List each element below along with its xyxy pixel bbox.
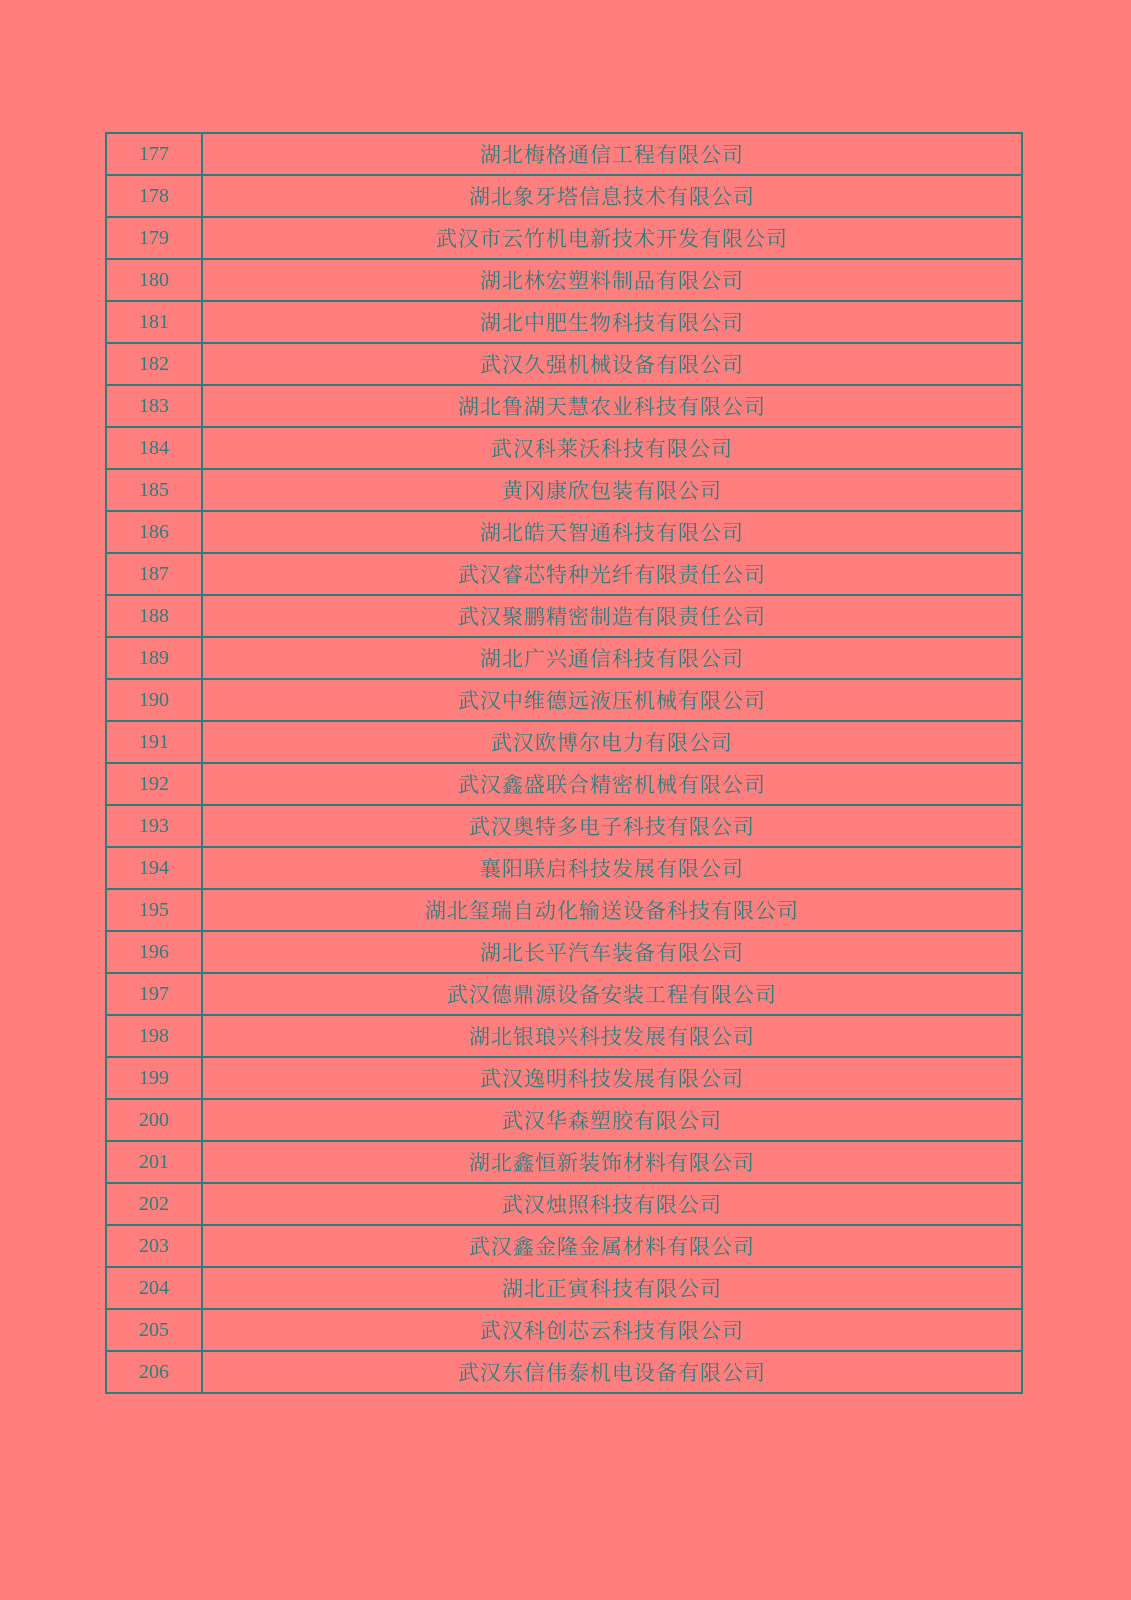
table-row: [106, 301, 1022, 343]
company-name-cell: 湖北长平汽车装备有限公司: [202, 931, 1022, 973]
company-name-cell: 湖北正寅科技有限公司: [202, 1267, 1022, 1309]
company-name-cell: 武汉德鼎源设备安装工程有限公司: [202, 973, 1022, 1015]
company-name-cell: 武汉鑫金隆金属材料有限公司: [202, 1225, 1022, 1267]
row-number-cell: 194: [106, 847, 202, 889]
row-number-cell: 181: [106, 301, 202, 343]
row-number-cell: 205: [106, 1309, 202, 1351]
row-number-cell: 198: [106, 1015, 202, 1057]
row-number-cell: 192: [106, 763, 202, 805]
company-name-cell: 武汉科莱沃科技有限公司: [202, 427, 1022, 469]
row-number-cell: 203: [106, 1225, 202, 1267]
company-name-cell: 武汉东信伟泰机电设备有限公司: [202, 1351, 1022, 1393]
table-body: [106, 133, 1022, 1393]
table-row: [106, 469, 1022, 511]
row-number-cell: 195: [106, 889, 202, 931]
company-name-cell: 武汉聚鹏精密制造有限责任公司: [202, 595, 1022, 637]
row-number-cell: 201: [106, 1141, 202, 1183]
table-row: [106, 889, 1022, 931]
table-row: [106, 1141, 1022, 1183]
table-row: [106, 427, 1022, 469]
row-number-cell: 193: [106, 805, 202, 847]
row-number-cell: 202: [106, 1183, 202, 1225]
table-row: [106, 721, 1022, 763]
company-name-cell: 武汉鑫盛联合精密机械有限公司: [202, 763, 1022, 805]
table-row: [106, 1099, 1022, 1141]
table-row: [106, 343, 1022, 385]
table-row: [106, 1183, 1022, 1225]
row-number-cell: 206: [106, 1351, 202, 1393]
table-row: [106, 847, 1022, 889]
company-name-cell: 湖北银琅兴科技发展有限公司: [202, 1015, 1022, 1057]
table-row: [106, 1351, 1022, 1393]
row-number-cell: 183: [106, 385, 202, 427]
table-row: [106, 1015, 1022, 1057]
company-name-cell: 湖北皓天智通科技有限公司: [202, 511, 1022, 553]
row-number-cell: 204: [106, 1267, 202, 1309]
table-row: [106, 679, 1022, 721]
row-number-cell: 185: [106, 469, 202, 511]
row-number-cell: 199: [106, 1057, 202, 1099]
row-number-cell: 190: [106, 679, 202, 721]
company-name-cell: 武汉华森塑胶有限公司: [202, 1099, 1022, 1141]
table-row: [106, 217, 1022, 259]
row-number-cell: 177: [106, 133, 202, 175]
company-name-cell: 湖北中肥生物科技有限公司: [202, 301, 1022, 343]
row-number-cell: 182: [106, 343, 202, 385]
table-row: [106, 595, 1022, 637]
company-name-cell: 湖北鲁湖天慧农业科技有限公司: [202, 385, 1022, 427]
table-row: [106, 973, 1022, 1015]
table-row: [106, 1057, 1022, 1099]
company-name-cell: 武汉烛照科技有限公司: [202, 1183, 1022, 1225]
table-row: [106, 1267, 1022, 1309]
row-number-cell: 197: [106, 973, 202, 1015]
row-number-cell: 187: [106, 553, 202, 595]
company-name-cell: 黄冈康欣包装有限公司: [202, 469, 1022, 511]
table-row: [106, 133, 1022, 175]
company-name-cell: 武汉久强机械设备有限公司: [202, 343, 1022, 385]
company-name-cell: 湖北玺瑞自动化输送设备科技有限公司: [202, 889, 1022, 931]
company-name-cell: 湖北鑫恒新装饰材料有限公司: [202, 1141, 1022, 1183]
row-number-cell: 200: [106, 1099, 202, 1141]
company-name-cell: 武汉逸明科技发展有限公司: [202, 1057, 1022, 1099]
row-number-cell: 178: [106, 175, 202, 217]
company-list-table: [105, 132, 1023, 1394]
row-number-cell: 180: [106, 259, 202, 301]
company-name-cell: 武汉市云竹机电新技术开发有限公司: [202, 217, 1022, 259]
table-row: [106, 259, 1022, 301]
company-name-cell: 武汉科创芯云科技有限公司: [202, 1309, 1022, 1351]
company-name-cell: 武汉睿芯特种光纤有限责任公司: [202, 553, 1022, 595]
table-row: [106, 763, 1022, 805]
table-row: [106, 1309, 1022, 1351]
row-number-cell: 186: [106, 511, 202, 553]
company-name-cell: 湖北象牙塔信息技术有限公司: [202, 175, 1022, 217]
company-name-cell: 湖北广兴通信科技有限公司: [202, 637, 1022, 679]
company-name-cell: 湖北林宏塑料制品有限公司: [202, 259, 1022, 301]
company-name-cell: 湖北梅格通信工程有限公司: [202, 133, 1022, 175]
company-name-cell: 襄阳联启科技发展有限公司: [202, 847, 1022, 889]
company-name-cell: 武汉奥特多电子科技有限公司: [202, 805, 1022, 847]
table-row: [106, 385, 1022, 427]
row-number-cell: 184: [106, 427, 202, 469]
row-number-cell: 191: [106, 721, 202, 763]
row-number-cell: 196: [106, 931, 202, 973]
company-name-cell: 武汉欧博尔电力有限公司: [202, 721, 1022, 763]
company-name-cell: 武汉中维德远液压机械有限公司: [202, 679, 1022, 721]
table-row: [106, 1225, 1022, 1267]
table-row: [106, 637, 1022, 679]
table-row: [106, 931, 1022, 973]
table-row: [106, 805, 1022, 847]
table-row: [106, 175, 1022, 217]
row-number-cell: 188: [106, 595, 202, 637]
table-row: [106, 511, 1022, 553]
row-number-cell: 189: [106, 637, 202, 679]
row-number-cell: 179: [106, 217, 202, 259]
table-row: [106, 553, 1022, 595]
